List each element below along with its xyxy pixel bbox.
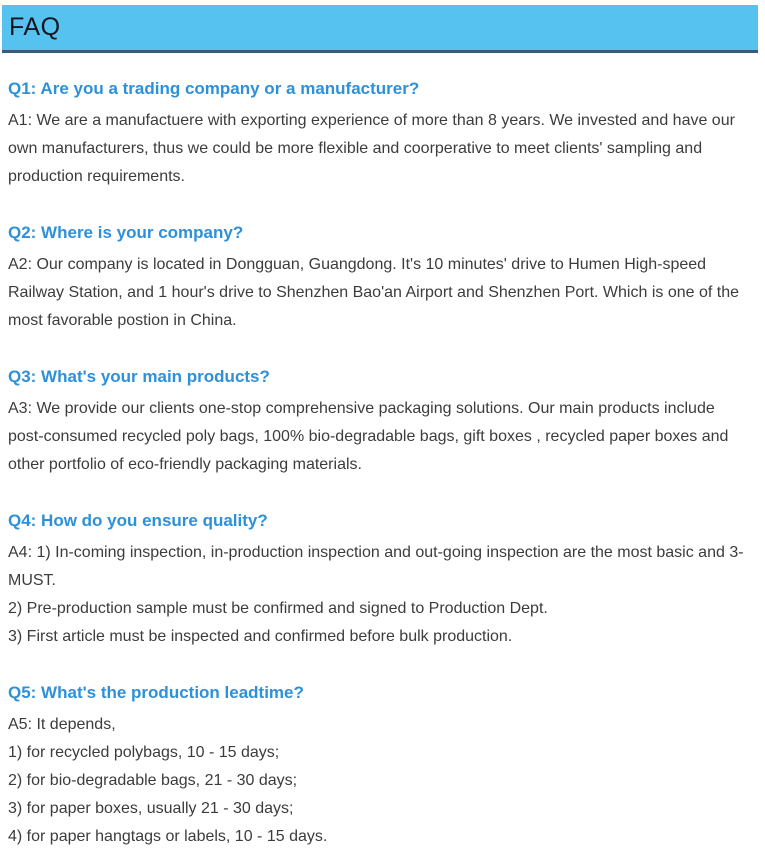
faq-page (0, 5, 765, 845)
faq-answer-line: 3) for paper boxes, usually 21 - 30 days; (8, 800, 294, 817)
faq-item-q4 (8, 510, 753, 651)
section-title: FAQ (9, 13, 61, 41)
faq-item-q3 (8, 366, 753, 479)
faq-item-q5 (8, 682, 753, 851)
faq-question: Q4: How do you ensure quality? (8, 511, 268, 530)
faq-answer-line: 2) Pre-production sample must be confirmed and signed to Production Dept. (8, 600, 548, 617)
faq-answer-line: A4: 1) In-coming inspection, in-production inspection and out-going inspection are the most basic and 3-MUST. (8, 544, 744, 589)
faq-list (0, 78, 765, 851)
faq-question: Q1: Are you a trading company or a manufacturer? (8, 79, 420, 98)
faq-answer-line: 3) First article must be inspected and confirmed before bulk production. (8, 628, 513, 645)
faq-answer-line: A5: It depends, (8, 716, 116, 733)
faq-item-q1 (8, 78, 753, 191)
faq-answer-line: 1) for recycled polybags, 10 - 15 days; (8, 744, 280, 761)
faq-section-header-bar (2, 5, 758, 53)
faq-answer-line: 4) for paper hangtags or labels, 10 - 15 days. (8, 828, 328, 845)
faq-answer-line: A2: Our company is located in Dongguan, Guangdong. It's 10 minutes' drive to Humen High-speed Railway Station, and 1 hour's drive to Shenzhen Bao'an Airport and Shenzhen Port. Which is one of the most favorable postion in China. (8, 256, 739, 329)
faq-item-q2 (8, 222, 753, 335)
faq-question: Q2: Where is your company? (8, 223, 244, 242)
faq-answer-line: A1: We are a manufactuere with exporting experience of more than 8 years. We invested and have our own manufacturers, thus we could be more flexible and coorperative to meet clients' sampling and production requirements. (8, 112, 735, 185)
faq-question: Q5: What's the production leadtime? (8, 683, 304, 702)
faq-answer-line: 2) for bio-degradable bags, 21 - 30 days; (8, 772, 298, 789)
faq-question: Q3: What's your main products? (8, 367, 270, 386)
faq-answer-line: A3: We provide our clients one-stop comprehensive packaging solutions. Our main products include post-consumed recycled poly bags, 100% bio-degradable bags, gift boxes , recycled paper boxes and other portfolio of eco-friendly packaging materials. (8, 400, 729, 473)
